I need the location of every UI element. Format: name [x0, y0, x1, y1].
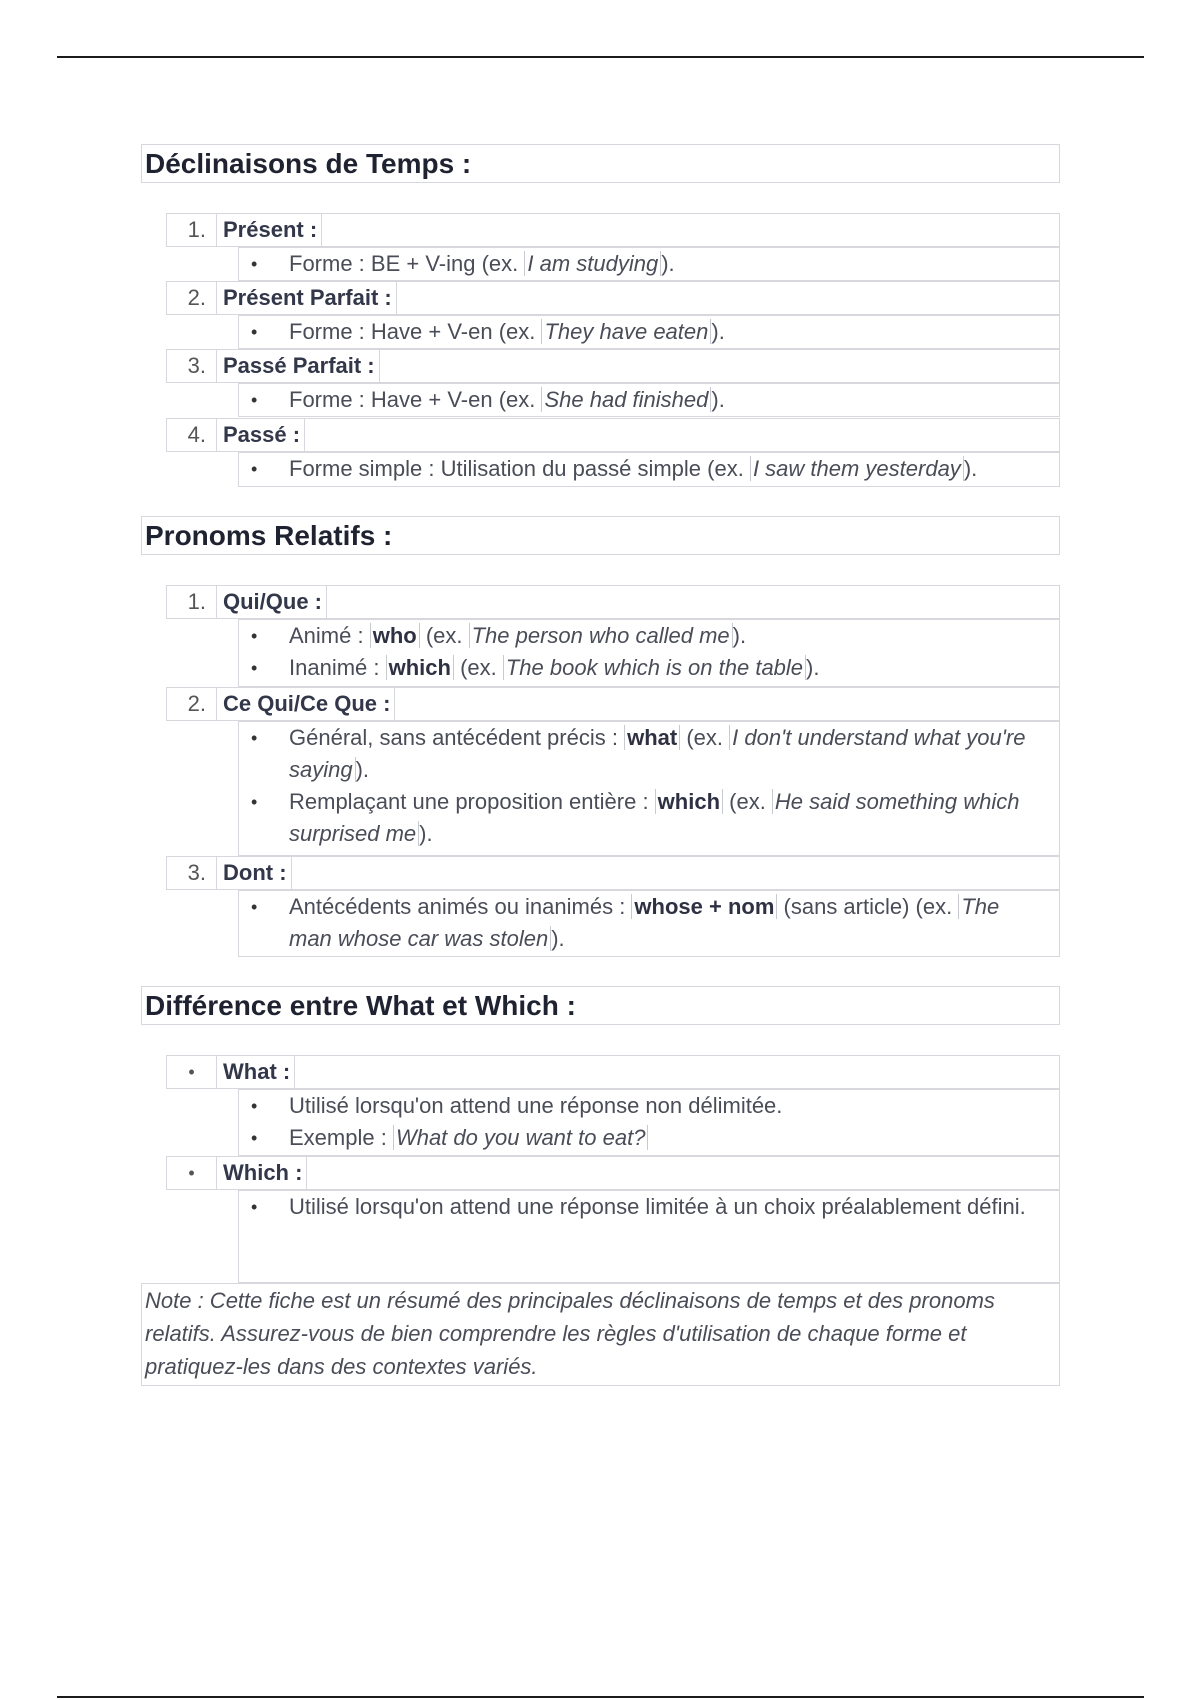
relative-dont-details: [238, 890, 1060, 957]
tense-item-present: [166, 213, 1060, 247]
item-number: 4.: [167, 419, 217, 451]
item-number: 3.: [167, 857, 217, 889]
difference-heading: Différence entre What et Which :: [141, 986, 1060, 1025]
example-text: What do you want to eat?: [393, 1125, 649, 1150]
tense-item-present-perfect: [166, 281, 1060, 315]
list-item: • Forme : Have + V-en (ex. She had finished ).: [239, 384, 1059, 416]
example-text: I don't understand what you're saying: [289, 725, 1026, 782]
relative-item-qui-que: [166, 585, 1060, 619]
relative-item-ce-qui: [166, 687, 1060, 721]
list-item: • Forme simple : Utilisation du passé simple (ex. I saw them yesterday ).: [239, 453, 1059, 485]
list-item: • Inanimé : which (ex. The book which is on the table ).: [239, 652, 1059, 684]
tense-item-past: [166, 418, 1060, 452]
relative-ce-qui-details: [238, 721, 1060, 856]
item-title: Passé :: [217, 419, 305, 451]
item-title: Ce Qui/Ce Que :: [217, 688, 395, 720]
list-item: • Utilisé lorsqu'on attend une réponse limitée à un choix préalablement défini.: [239, 1191, 1059, 1223]
tense-present-perfect-details: [238, 315, 1060, 349]
tense-present-details: [238, 247, 1060, 281]
top-rule: [57, 56, 1144, 58]
item-number: 1.: [167, 214, 217, 246]
keyword: which: [386, 655, 454, 680]
example-text: She had finished: [541, 387, 711, 412]
keyword: whose + nom: [631, 894, 777, 919]
relative-qui-que-details: [238, 619, 1060, 687]
list-item: • Animé : who (ex. The person who called me ).: [239, 620, 1059, 652]
difference-item-what: [166, 1055, 1060, 1089]
item-number: 1.: [167, 586, 217, 618]
item-number: 3.: [167, 350, 217, 382]
list-item: • Remplaçant une proposition entière : which (ex. He said something which surprised me ).: [239, 786, 1059, 850]
list-item: • Antécédents animés ou inanimés : whose + nom (sans article) (ex. The man whose car was stolen ).: [239, 891, 1059, 955]
item-title: Qui/Que :: [217, 586, 327, 618]
item-title: Which :: [217, 1157, 307, 1189]
bottom-rule: [57, 1696, 1144, 1698]
example-text: He said something which surprised me: [289, 789, 1020, 846]
keyword: which: [655, 789, 723, 814]
example-text: The man whose car was stolen: [289, 894, 1000, 951]
list-item: • Général, sans antécédent précis : what (ex. I don't understand what you're saying ).: [239, 722, 1059, 786]
tense-past-perfect-details: [238, 383, 1060, 417]
list-item: • Utilisé lorsqu'on attend une réponse non délimitée.: [239, 1090, 1059, 1122]
list-item: • Forme : Have + V-en (ex. They have eaten ).: [239, 316, 1059, 348]
example-text: The book which is on the table: [503, 655, 806, 680]
keyword: what: [624, 725, 680, 750]
bullet-marker: •: [167, 1056, 217, 1088]
example-text: They have eaten: [541, 319, 711, 344]
list-item: • Exemple : What do you want to eat?: [239, 1122, 1059, 1154]
tense-past-details: [238, 452, 1060, 487]
relative-item-dont: [166, 856, 1060, 890]
item-title: Passé Parfait :: [217, 350, 380, 382]
item-title: Présent Parfait :: [217, 282, 397, 314]
difference-what-details: [238, 1089, 1060, 1156]
list-item: • Forme : BE + V-ing (ex. I am studying ).: [239, 248, 1059, 280]
keyword: who: [370, 623, 420, 648]
example-text: I am studying: [524, 251, 661, 276]
example-text: The person who called me: [469, 623, 733, 648]
example-text: I saw them yesterday: [750, 456, 964, 481]
difference-item-which: [166, 1156, 1060, 1190]
item-title: Dont :: [217, 857, 292, 889]
bullet-marker: •: [167, 1157, 217, 1189]
relatives-heading: Pronoms Relatifs :: [141, 516, 1060, 555]
item-number: 2.: [167, 282, 217, 314]
item-number: 2.: [167, 688, 217, 720]
tenses-heading: Déclinaisons de Temps :: [141, 144, 1060, 183]
tense-item-past-perfect: [166, 349, 1060, 383]
difference-which-details: [238, 1190, 1060, 1283]
item-title: Présent :: [217, 214, 322, 246]
item-title: What :: [217, 1056, 295, 1088]
summary-note: Note : Cette fiche est un résumé des principales déclinaisons de temps et des pronoms relatifs. Assurez-vous de bien comprendre les règles d'utilisation de chaque forme et pratiquez-les dans des contextes variés.: [141, 1283, 1060, 1386]
